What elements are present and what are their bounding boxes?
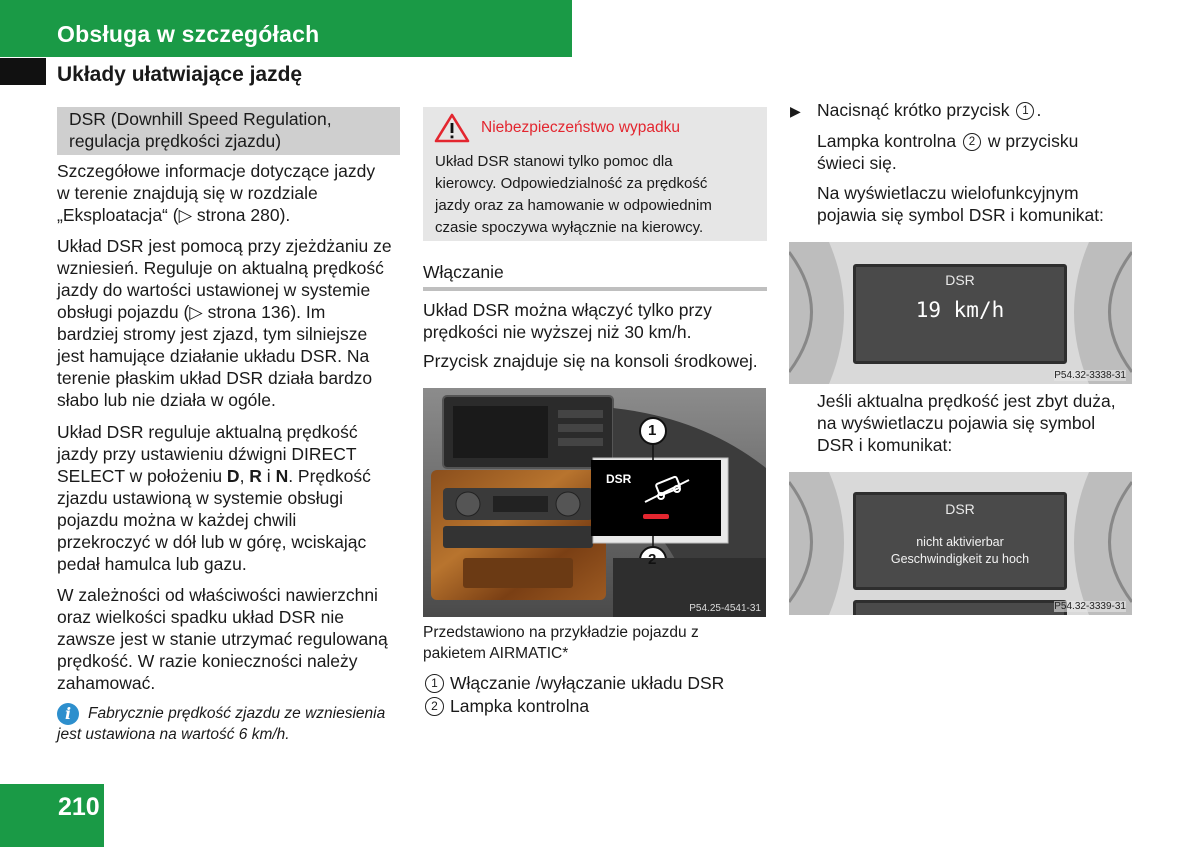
gear-positions-line: SELECT w położeniu D, R i N. Prędkość xyxy=(57,466,371,486)
button-location-paragraph: Przycisk znajduje się na konsoli środkowej. xyxy=(423,351,758,371)
limits-paragraph: W zależności od właściwości nawierzchni oraz wielkości spadku układ DSR nie zawsze jest w stanie utrzymać regulowaną prędkość. W razie konieczności należy zahamować. xyxy=(57,585,388,693)
display-message-line2: Geschwindigkeit zu hoch xyxy=(890,552,1030,566)
heading-rule xyxy=(423,287,767,291)
activation-heading: Włączanie xyxy=(423,262,504,282)
subsection-marker xyxy=(0,58,46,85)
step-indicator-lamp: Lampka kontrolna 2 w przycisku świeci się. xyxy=(817,131,1079,173)
dsr-heading-box xyxy=(57,107,400,155)
bullet-arrow-icon: ▶ xyxy=(790,103,801,119)
step-display-message: Na wyświetlaczu wielofunkcyjnym pojawia się symbol DSR i komunikat: xyxy=(817,183,1104,225)
dsr-heading-line2: regulacja prędkości zjazdu) xyxy=(69,131,282,151)
callout-1: 1 xyxy=(648,422,657,439)
warning-title: Niebezpieczeństwo wypadku xyxy=(481,119,681,136)
regulation-paragraph: Układ DSR reguluje aktualną prędkość jazdy przy ustawieniu dźwigni DIRECT SELECT w położeniu D, R i N. Prędkość zjazdu ustawioną w systemie obsługi pojazdu można w każdej chwili przekroczyć w dół lub w górę, wciskając pedał hamulca lub gazu. xyxy=(57,422,371,574)
center-console-illustration xyxy=(423,388,766,617)
display-title: DSR xyxy=(945,272,975,288)
info-icon: i xyxy=(57,703,79,725)
dsr-button-label: DSR xyxy=(606,472,632,486)
callout-2: 2 xyxy=(648,551,657,568)
center-console-photo xyxy=(423,388,766,617)
activation-paragraph: Układ DSR można włączyć tylko przy prędkości nie wyższej niż 30 km/h. xyxy=(423,300,712,342)
display-photo-dsr-speed xyxy=(789,242,1132,384)
step-press-button: Nacisnąć krótko przycisk 1 . xyxy=(817,100,1042,120)
subsection-title: Układy ułatwiające jazdę xyxy=(57,63,303,86)
display2-ref-code: P54.32-3339-31 xyxy=(1054,601,1126,612)
display-title: DSR xyxy=(945,501,975,517)
display-message-line1: nicht aktivierbar xyxy=(916,535,1004,549)
photo-caption: Przedstawiono na przykładzie pojazdu z pakietem AIRMATIC* xyxy=(423,624,699,662)
display-speed: 19 km/h xyxy=(915,298,1005,322)
warning-text: Układ DSR stanowi tylko pomoc dla kierowcy. Odpowiedzialność za prędkość jazdy oraz za hamowanie w odpowiednim czasie spoczywa wyłącznie na kierowcy. xyxy=(435,153,712,236)
description-paragraph: Układ DSR jest pomocą przy zjeżdżaniu ze wzniesień. Reguluje on aktualną prędkość jazdy do wartości ustawionej w systemie obsługi pojazdu (▷ strona 136). Im bardziej stromy jest zjazd, tym silniejsze jest hamujące działanie układu DSR. Na terenie płaskim układ DSR działa bardzo słabo lub nie działa w ogóle. xyxy=(57,236,392,410)
section-title: Obsługa w szczegółach xyxy=(57,21,320,47)
page-number: 210 xyxy=(58,793,100,821)
info-note: Fabrycznie prędkość zjazdu ze wzniesienia jest ustawiona na wartość 6 km/h. xyxy=(57,705,386,743)
warning-triangle-icon xyxy=(434,113,470,143)
dsr-heading-line1: DSR (Downhill Speed Regulation, xyxy=(69,109,332,129)
display-photo-dsr-unavailable xyxy=(789,472,1132,615)
legend-item: 1 Włączanie /wyłączanie układu DSR xyxy=(425,672,724,695)
multifunction-display-lower xyxy=(853,600,1067,615)
photo-ref-code: P54.25-4541-31 xyxy=(689,603,761,614)
legend-list xyxy=(425,672,724,718)
display1-ref-code: P54.32-3338-31 xyxy=(1054,370,1126,381)
step-too-fast: Jeśli aktualna prędkość jest zbyt duża, na wyświetlaczu pojawia się symbol DSR i komunikat: xyxy=(817,391,1116,455)
legend-item: 2 Lampka kontrolna xyxy=(425,695,724,718)
intro-paragraph: Szczegółowe informacje dotyczące jazdy w terenie znajdują się w rozdziale „Eksploatacja“ (▷ strona 280). xyxy=(57,161,376,225)
